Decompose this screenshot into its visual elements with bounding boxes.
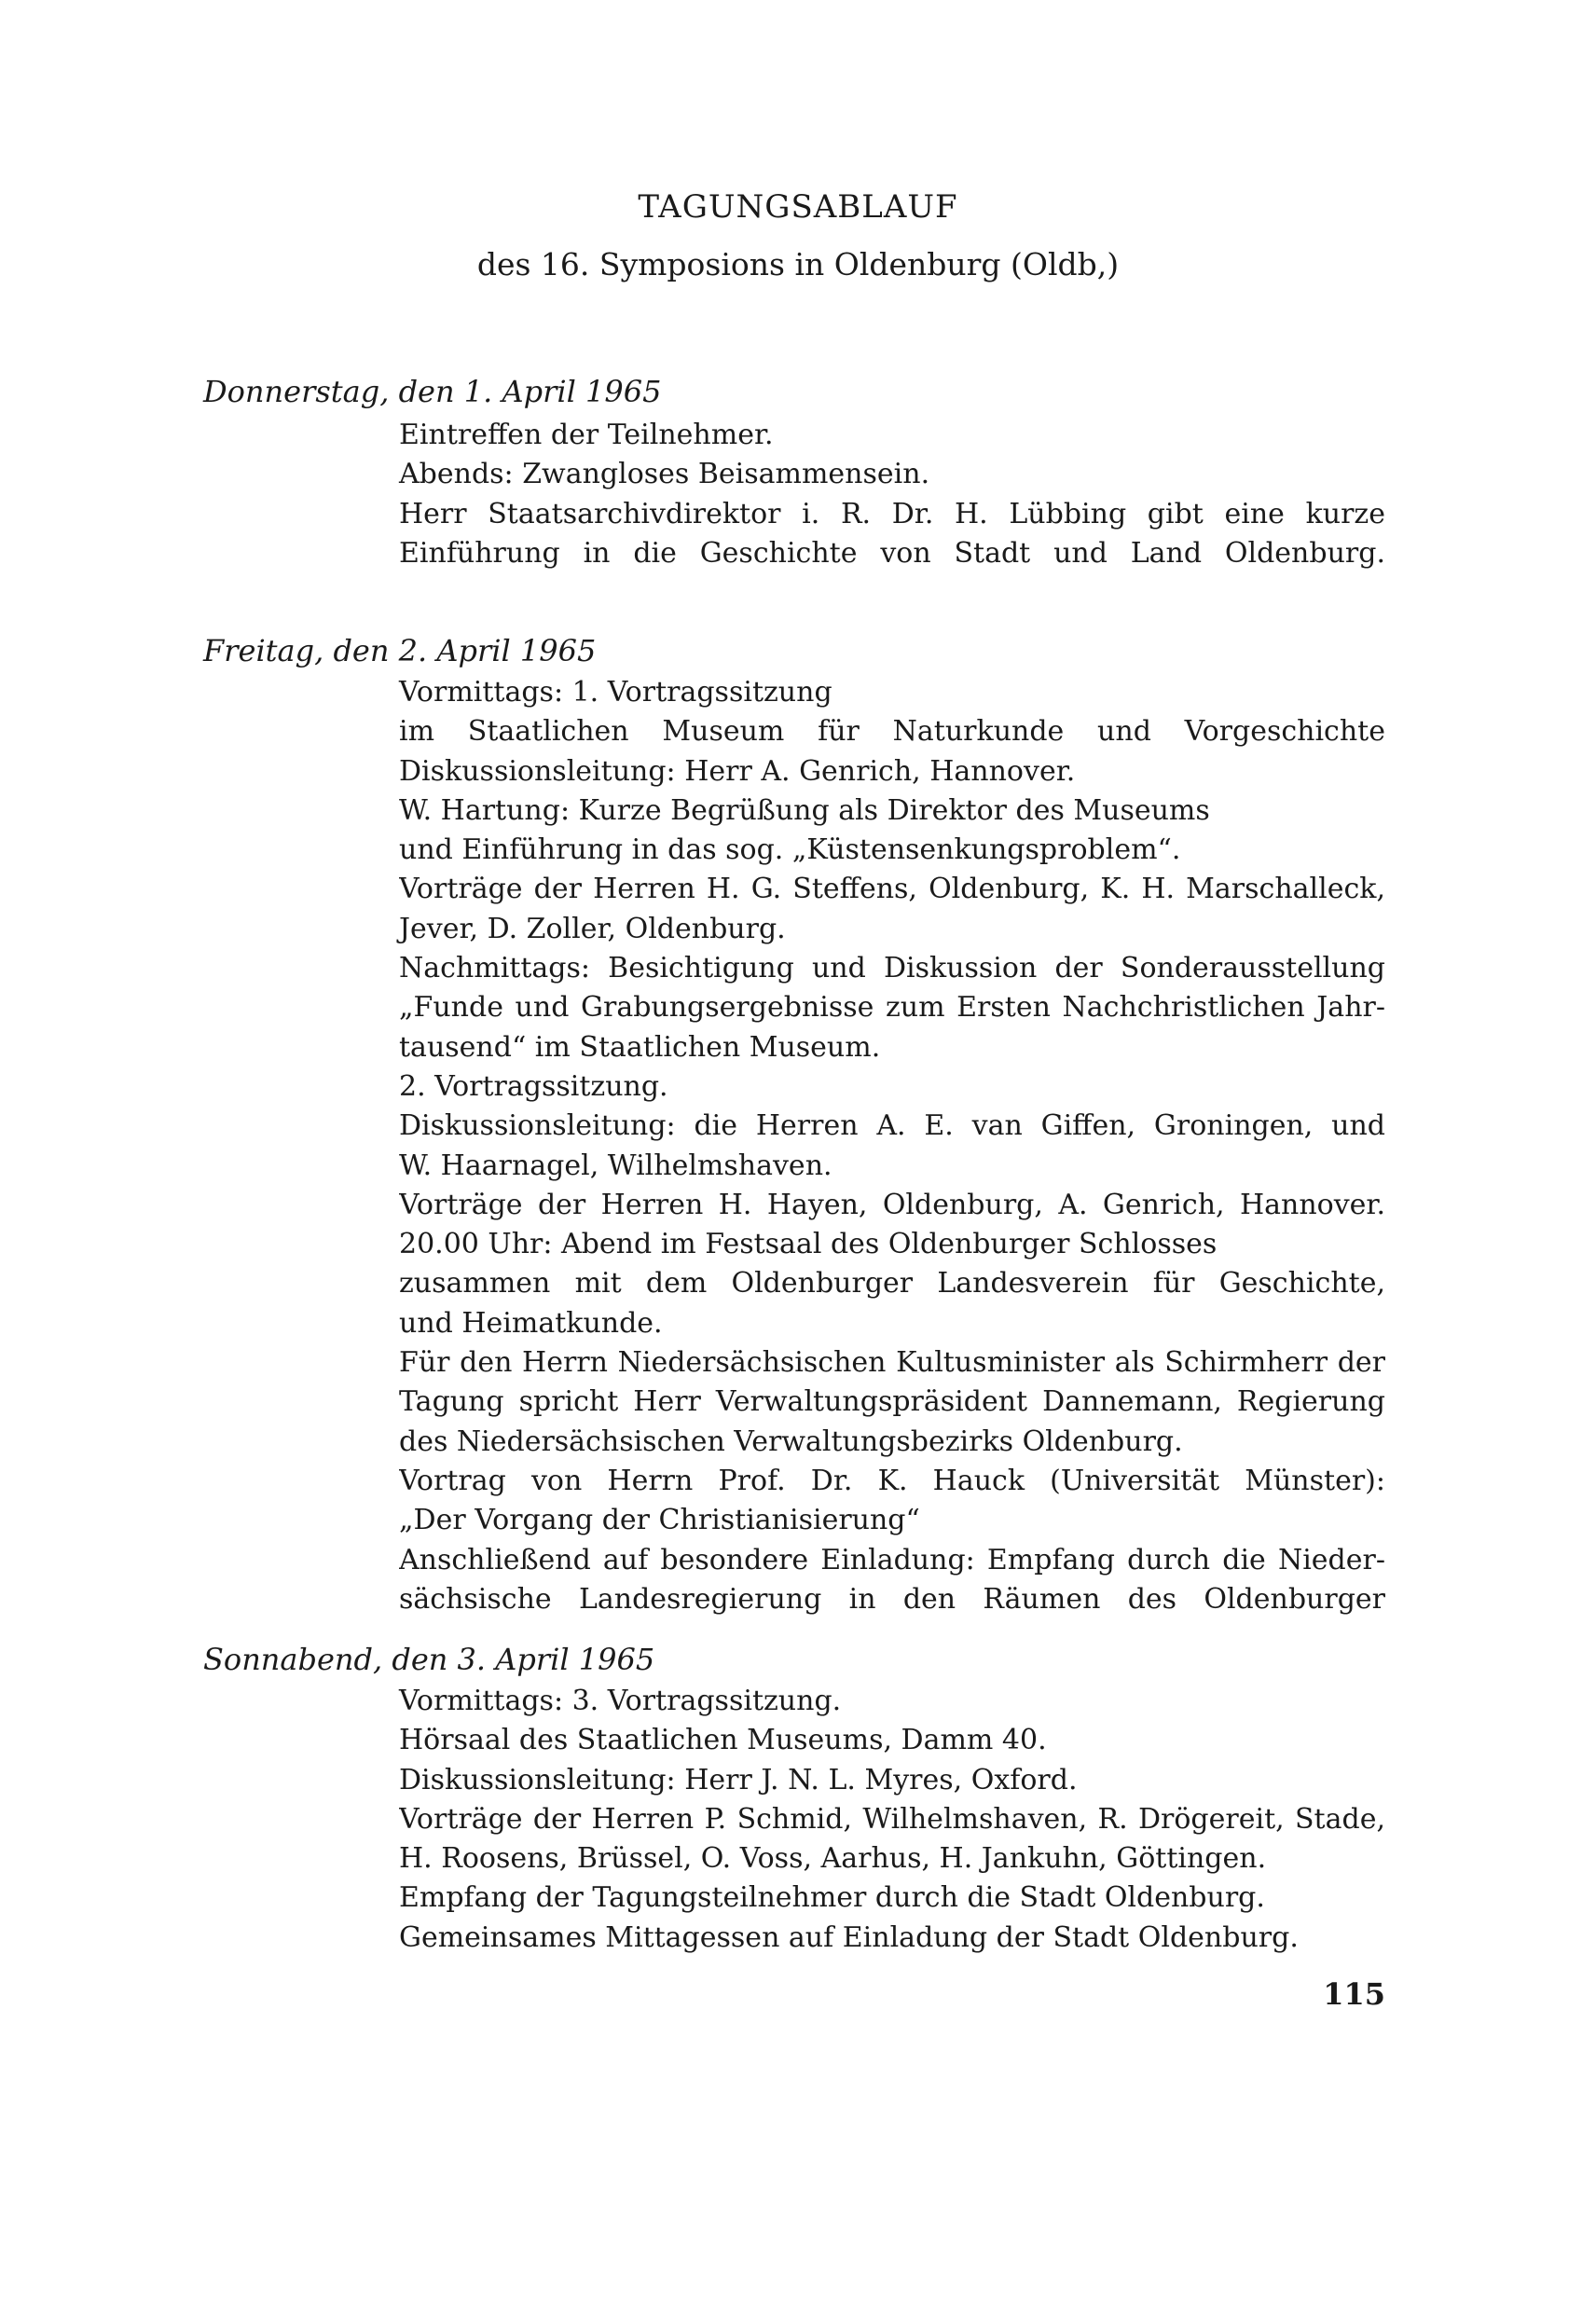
entry-line: Tagung spricht Herr Verwaltungspräsident Dannemann, Regierung xyxy=(399,1385,1385,1419)
entry-line: zusammen mit dem Oldenburger Landesverein für Geschichte, xyxy=(399,1267,1385,1300)
entry-line: Vormittags: 3. Vortragssitzung. xyxy=(399,1685,842,1717)
entry-line: Vormittags: 1. Vortragssitzung xyxy=(399,676,832,709)
page-title: TAGUNGSABLAUF xyxy=(638,188,958,226)
entry-line: Jever, D. Zoller, Oldenburg. xyxy=(399,912,786,945)
entry-line: W. Hartung: Kurze Begrüßung als Direktor des Museums xyxy=(399,793,1210,827)
entry-line: Herr Staatsarchivdirektor i. R. Dr. H. Lübbing gibt eine kurze xyxy=(399,497,1385,530)
entry-line: 20.00 Uhr: Abend im Festsaal des Oldenburger Schlosses xyxy=(399,1228,1218,1261)
entry-line: Für den Herrn Niedersächsischen Kultusminister als Schirmherr der xyxy=(399,1346,1385,1380)
entry-line: W. Haarnagel, Wilhelmshaven. xyxy=(399,1149,832,1182)
entry-line: Abends: Zwangloses Beisammensein. xyxy=(399,458,930,491)
entry-line: Nachmittags: Besichtigung und Diskussion der Sonderausstellung xyxy=(399,952,1385,985)
page-subtitle: des 16. Symposions in Oldenburg (Oldb,) xyxy=(476,246,1120,282)
entry-line: Vorträge der Herren H. Hayen, Oldenburg, A. Genrich, Hannover. xyxy=(399,1188,1385,1221)
entry-line: „Funde und Grabungsergebnisse zum Ersten Nachchristlichen Jahr- xyxy=(399,991,1385,1025)
page-number: 115 xyxy=(1323,1976,1385,2012)
entry-line: Diskussionsleitung: die Herren A. E. van Giffen, Groningen, und xyxy=(399,1109,1385,1143)
entry-line: Hörsaal des Staatlichen Museums, Damm 40. xyxy=(399,1724,1047,1757)
entry-line: 2. Vortragssitzung. xyxy=(399,1069,668,1103)
entry-line: Anschließend auf besondere Einladung: Empfang durch die Nieder- xyxy=(399,1543,1385,1576)
day-heading-friday: Freitag, den 2. April 1965 xyxy=(203,633,597,668)
entry-line: Empfang der Tagungsteilnehmer durch die Stadt Oldenburg. xyxy=(399,1881,1265,1915)
entry-line: Vorträge der Herren P. Schmid, Wilhelmshaven, R. Drögereit, Stade, xyxy=(399,1802,1385,1836)
day-entries-friday xyxy=(399,673,1385,1619)
entry-line: und Heimatkunde. xyxy=(399,1306,663,1340)
entry-line: Diskussionsleitung: Herr J. N. L. Myres, Oxford. xyxy=(399,1763,1078,1796)
entry-line: „Der Vorgang der Christianisierung“ xyxy=(399,1504,920,1537)
entry-line: Gemeinsames Mittagessen auf Einladung der Stadt Oldenburg. xyxy=(399,1920,1299,1954)
day-entries-thursday xyxy=(399,416,1385,573)
entry-line: tausend“ im Staatlichen Museum. xyxy=(399,1030,881,1064)
day-heading-thursday: Donnerstag, den 1. April 1965 xyxy=(203,374,662,409)
entry-line: im Staatlichen Museum für Naturkunde und Vorgeschichte xyxy=(399,715,1385,749)
entry-line: sächsische Landesregierung in den Räumen des Oldenburger xyxy=(399,1582,1385,1616)
entry-line: Eintreffen der Teilnehmer. xyxy=(399,419,774,451)
entry-line: Diskussionsleitung: Herr A. Genrich, Hannover. xyxy=(399,754,1076,788)
entry-line: H. Roosens, Brüssel, O. Voss, Aarhus, H. Jankuhn, Göttingen. xyxy=(399,1842,1267,1876)
day-heading-saturday: Sonnabend, den 3. April 1965 xyxy=(203,1642,655,1677)
entry-line: Vorträge der Herren H. G. Steffens, Oldenburg, K. H. Marschalleck, xyxy=(399,873,1385,906)
entry-line: des Niedersächsischen Verwaltungsbezirks Oldenburg. xyxy=(399,1424,1183,1458)
entry-line: Einführung in die Geschichte von Stadt und Land Oldenburg. xyxy=(399,536,1385,570)
entry-line: Vortrag von Herrn Prof. Dr. K. Hauck (Universität Münster): xyxy=(399,1464,1385,1497)
day-entries-saturday xyxy=(399,1682,1385,1958)
entry-line: und Einführung in das sog. „Küstensenkungsproblem“. xyxy=(399,833,1181,867)
